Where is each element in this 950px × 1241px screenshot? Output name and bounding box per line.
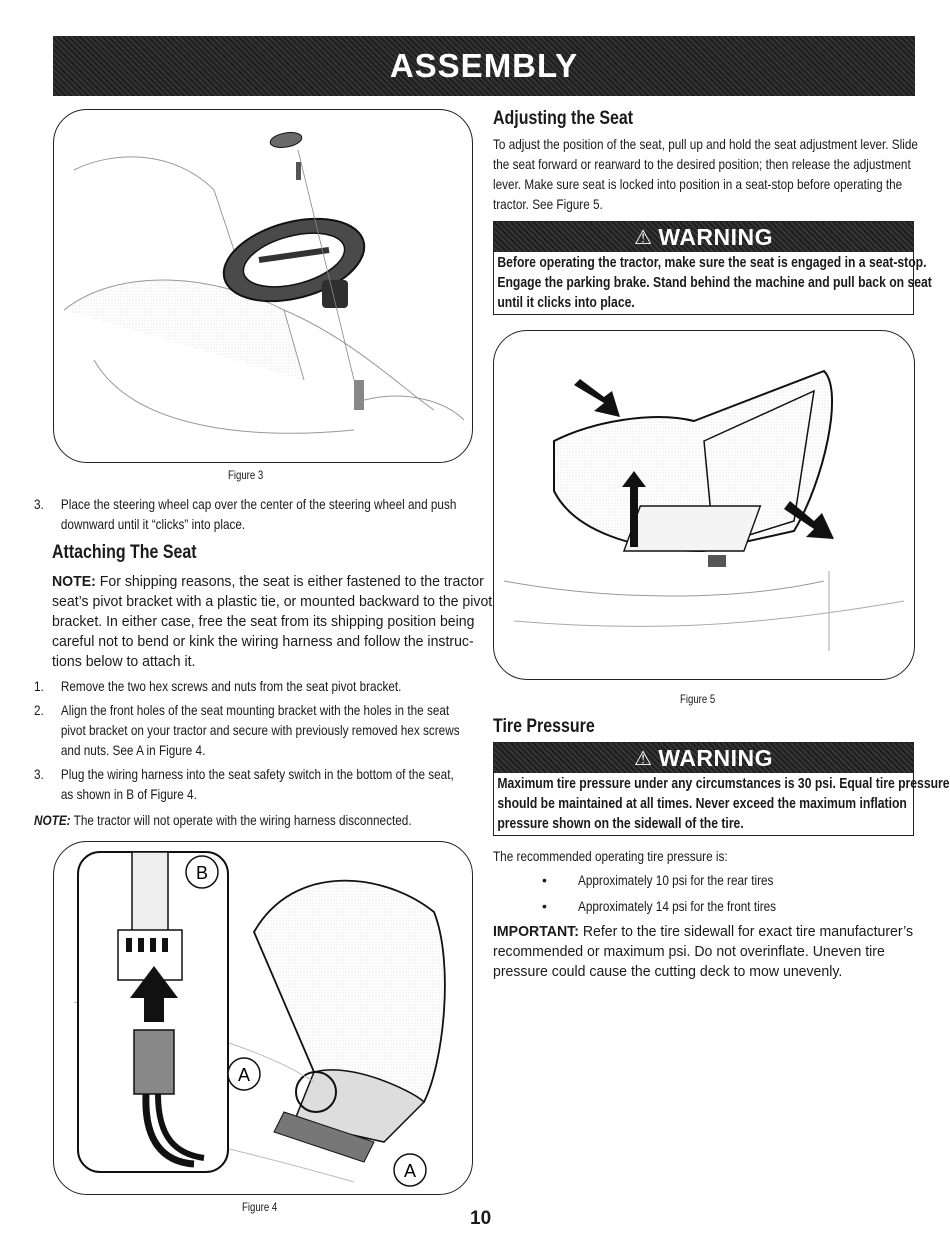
paragraph-line: lever. Make sure seat is locked into position in a seat-stop before operating the (493, 176, 903, 192)
note-line: tions below to attach it. (52, 653, 196, 670)
attaching-step-2 (34, 700, 471, 762)
step-line: as shown in B of Figure 4. (60, 786, 197, 802)
seat-warning-box (493, 221, 932, 315)
step-line: downward until it “clicks” into place. (60, 516, 246, 532)
paragraph-line: the seat forward or rearward to the desired position; then release the adjustment (493, 156, 911, 172)
step-line: and nuts. See A in Figure 4. (60, 742, 206, 758)
bullet-front-tires: Approximately 14 psi for the front tires (578, 898, 777, 914)
section-banner (53, 36, 915, 96)
warning-line: should be maintained at all times. Never exceed the maximum inflation (497, 796, 907, 812)
warning-triangle-icon: ⚠ (633, 747, 653, 770)
bullet-marker: • (542, 872, 547, 888)
bullet-rear-tires: Approximately 10 psi for the rear tires (578, 872, 774, 888)
important-line: Refer to the tire sidewall for exact tire manufacturer’s (578, 923, 914, 940)
page-number: 10 (470, 1208, 492, 1229)
important-paragraph (493, 922, 913, 982)
warning-line: Before operating the tractor, make sure the seat is engaged in a seat-stop. (497, 255, 927, 271)
attaching-note-paragraph (52, 572, 492, 672)
note-line: careful not to bend or kink the wiring harness and follow the instruc- (52, 633, 474, 650)
harness-note (34, 810, 412, 830)
important-line: recommended or maximum psi. Do not overinflate. Uneven tire (493, 943, 885, 960)
warning-line: pressure shown on the sidewall of the tire. (497, 816, 744, 832)
callout-b: B (195, 863, 209, 883)
seat-attachment-drawing (54, 842, 472, 1194)
warning-header (494, 222, 913, 252)
step-number: 3. (34, 766, 44, 782)
warning-line: Engage the parking brake. Stand behind the machine and pull back on seat (497, 275, 932, 291)
step-line: Plug the wiring harness into the seat safety switch in the bottom of the seat, (60, 766, 454, 782)
warning-text (494, 252, 932, 314)
warning-line: until it clicks into place. (497, 295, 635, 311)
step-line: Align the front holes of the seat mounting bracket with the holes in the seat (60, 702, 450, 718)
steering-wheel-drawing (54, 110, 472, 462)
warning-header (494, 743, 913, 773)
warning-line: Maximum tire pressure under any circumstances is 30 psi. Equal tire pressure (497, 776, 950, 792)
steering-step-3 (34, 494, 471, 536)
paragraph-line: tractor. See Figure 5. (493, 196, 603, 212)
figure-5-caption: Figure 5 (680, 692, 716, 706)
attaching-step-3 (34, 764, 471, 806)
warning-triangle-icon: ⚠ (633, 226, 653, 249)
tire-warning-box (493, 742, 950, 836)
note2-label: NOTE: (34, 812, 71, 828)
note-line: For shipping reasons, the seat is either fastened to the tractor (95, 573, 484, 590)
bullet-marker: • (542, 898, 547, 914)
note-line: bracket. In either case, free the seat from its shipping position being (52, 613, 475, 630)
step-line: Remove the two hex screws and nuts from the seat pivot bracket. (60, 678, 402, 694)
step-line: Place the steering wheel cap over the center of the steering wheel and push (60, 496, 457, 512)
important-line: pressure could cause the cutting deck to mow unevenly. (493, 963, 843, 980)
paragraph-line: To adjust the position of the seat, pull up and hold the seat adjustment lever. Slide (493, 136, 918, 152)
figure-4-seat-attachment-illustration (53, 841, 473, 1195)
note2-text: The tractor will not operate with the wiring harness disconnected. (70, 812, 412, 828)
figure-3-steering-wheel-illustration (53, 109, 473, 463)
important-label: IMPORTANT: (493, 923, 579, 940)
tire-pressure-heading: Tire Pressure (493, 716, 595, 737)
adjusting-seat-heading: Adjusting the Seat (493, 108, 634, 129)
attaching-step-1 (34, 676, 471, 698)
note-label: NOTE: (52, 573, 96, 590)
seat-adjustment-drawing (494, 331, 914, 679)
note-line: seat’s pivot bracket with a plastic tie, or mounted backward to the pivot (52, 593, 493, 610)
step-number: 1. (34, 678, 44, 694)
step-number: 3. (34, 496, 44, 512)
step-line: pivot bracket on your tractor and secure with previously removed hex screws (60, 722, 460, 738)
section-title: ASSEMBLY (389, 47, 579, 84)
attaching-seat-heading: Attaching The Seat (52, 542, 197, 563)
callout-a: A (237, 1065, 251, 1085)
figure-3-caption: Figure 3 (228, 468, 264, 482)
warning-label: WARNING (658, 744, 774, 771)
warning-text (494, 773, 950, 835)
warning-label: WARNING (658, 223, 774, 250)
adjusting-seat-paragraph (493, 134, 918, 214)
figure-5-seat-adjustment-illustration (493, 330, 915, 680)
step-number: 2. (34, 702, 44, 718)
recommended-pressure-text: The recommended operating tire pressure is: (493, 848, 728, 864)
figure-4-caption: Figure 4 (242, 1200, 278, 1214)
callout-a: A (403, 1161, 417, 1181)
